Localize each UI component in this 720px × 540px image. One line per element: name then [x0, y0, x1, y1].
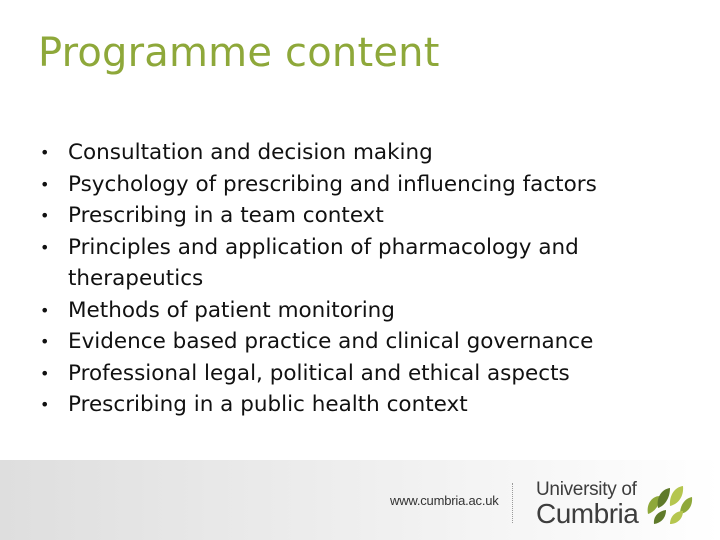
logo-line-1: University of [536, 479, 637, 500]
website-link[interactable]: www.cumbria.ac.uk [390, 493, 499, 508]
list-item [40, 200, 680, 232]
list-item-text: Methods of patient monitoring [68, 297, 395, 323]
page-title: Programme content [38, 30, 440, 76]
logo-line-2: Cumbria [536, 498, 639, 529]
bullet-dot: • [40, 363, 50, 383]
list-item [40, 295, 680, 327]
list-item [40, 326, 680, 358]
footer-divider [512, 483, 513, 523]
bullet-dot: • [40, 143, 50, 162]
leaves-icon [644, 480, 694, 526]
university-logo [536, 480, 638, 528]
list-item [40, 137, 680, 169]
list-item-text: Principles and application of pharmacology and therapeutics [68, 234, 579, 291]
list-item-text: Professional legal, political and ethical aspects [68, 360, 570, 386]
list-item-text: Evidence based practice and clinical governance [68, 329, 594, 354]
list-item [40, 232, 680, 295]
bullet-list [40, 137, 680, 421]
list-item-text: Consultation and decision making [68, 140, 433, 165]
bullet-dot: • [40, 332, 50, 351]
bullet-dot: • [40, 395, 50, 414]
list-item [40, 358, 680, 390]
leaf-shape [670, 511, 683, 524]
list-item-text: Psychology of prescribing and influencing factors [68, 171, 597, 197]
list-item-text: Prescribing in a team context [68, 203, 384, 228]
bullet-dot: • [40, 237, 50, 257]
bullet-dot: • [40, 174, 50, 194]
list-item [40, 389, 680, 421]
leaf-shape [670, 486, 683, 506]
bullet-dot: • [40, 300, 50, 320]
list-item [40, 169, 680, 201]
bullet-dot: • [40, 206, 50, 225]
leaf-shape [658, 488, 670, 508]
list-item-text: Prescribing in a public health context [68, 392, 468, 417]
leaf-shape [654, 510, 666, 524]
